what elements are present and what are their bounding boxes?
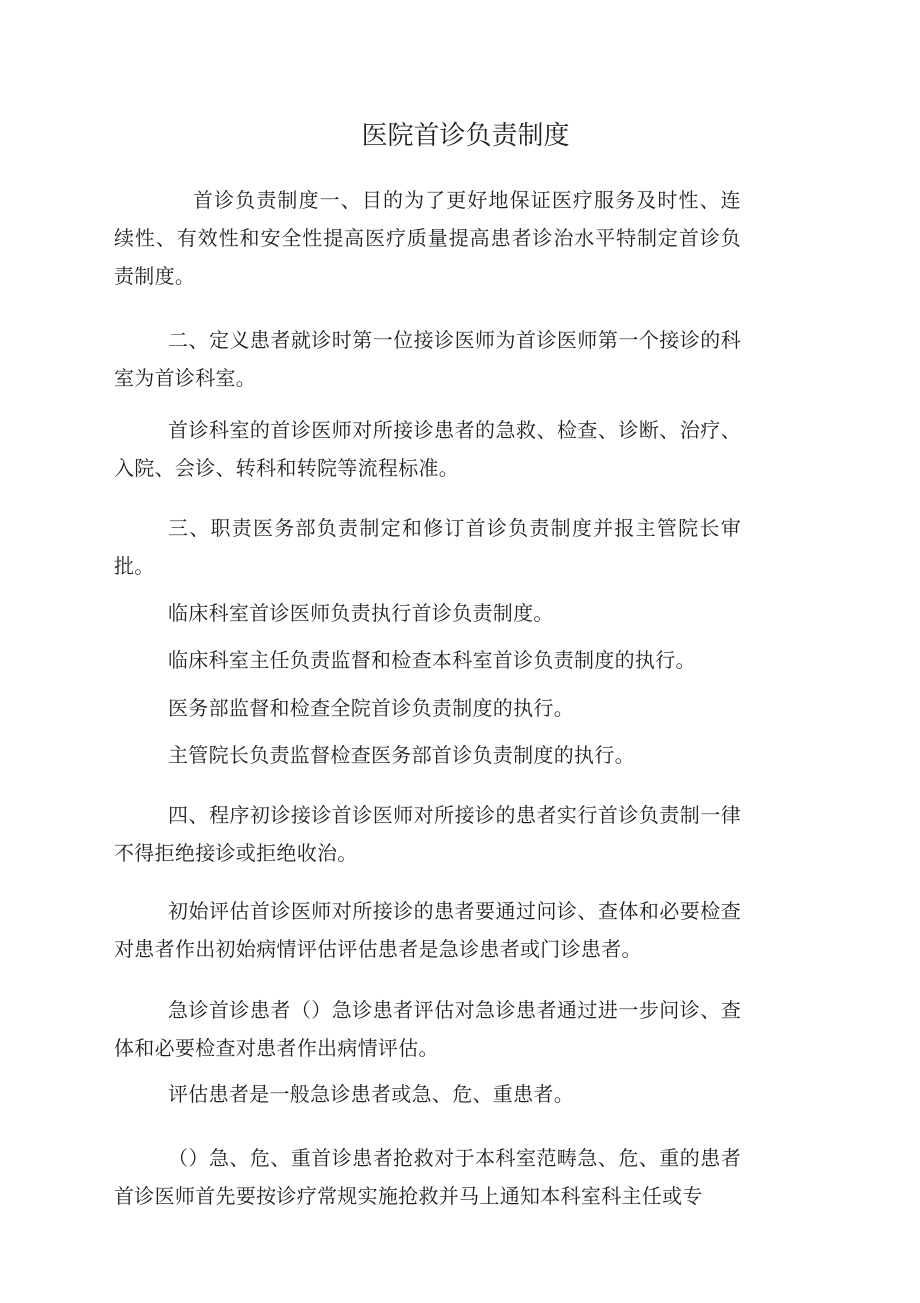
paragraph: 评估患者是一般急诊患者或急、危、重患者。 [168, 1084, 574, 1106]
paragraph: 临床科室首诊医师负责执行首诊负责制度。 [168, 603, 554, 625]
paragraph: （）急、危、重首诊患者抢救对于本科室范畴急、危、重的患者首诊医师首先要按诊疗常规实施抢救并马上通知本科室科主任或专 [114, 1148, 741, 1208]
document-body [114, 182, 741, 1216]
paragraph: 临床科室主任负责监督和检查本科室首诊负责制度的执行。 [168, 650, 696, 672]
paragraph: 首诊科室的首诊医师对所接诊患者的急救、检查、诊断、治疗、入院、会诊、转科和转院等流程标准。 [114, 420, 741, 480]
paragraph: 三、职责医务部负责制定和修订首诊负责制度并报主管院长审批。 [114, 518, 741, 578]
paragraph: 首诊负责制度一、目的为了更好地保证医疗服务及时性、连续性、有效性和安全性提高医疗质量提高患者诊治水平特制定首诊负责制度。 [114, 190, 741, 288]
paragraph: 主管院长负责监督检查医务部首诊负责制度的执行。 [168, 745, 635, 767]
paragraph: 急诊首诊患者（）急诊患者评估对急诊患者通过进一步问诊、查体和必要检查对患者作出病情评估。 [114, 1000, 741, 1060]
document-title: 医院首诊负责制度 [361, 121, 570, 150]
paragraph: 二、定义患者就诊时第一位接诊医师为首诊医师第一个接诊的科室为首诊科室。 [114, 330, 741, 390]
paragraph: 医务部监督和检查全院首诊负责制度的执行。 [168, 698, 574, 720]
paragraph: 四、程序初诊接诊首诊医师对所接诊的患者实行首诊负责制一律不得拒绝接诊或拒绝收治。 [114, 805, 741, 865]
paragraph: 初始评估首诊医师对所接诊的患者要通过问诊、查体和必要检查对患者作出初始病情评估评估患者是急诊患者或门诊患者。 [114, 901, 741, 961]
